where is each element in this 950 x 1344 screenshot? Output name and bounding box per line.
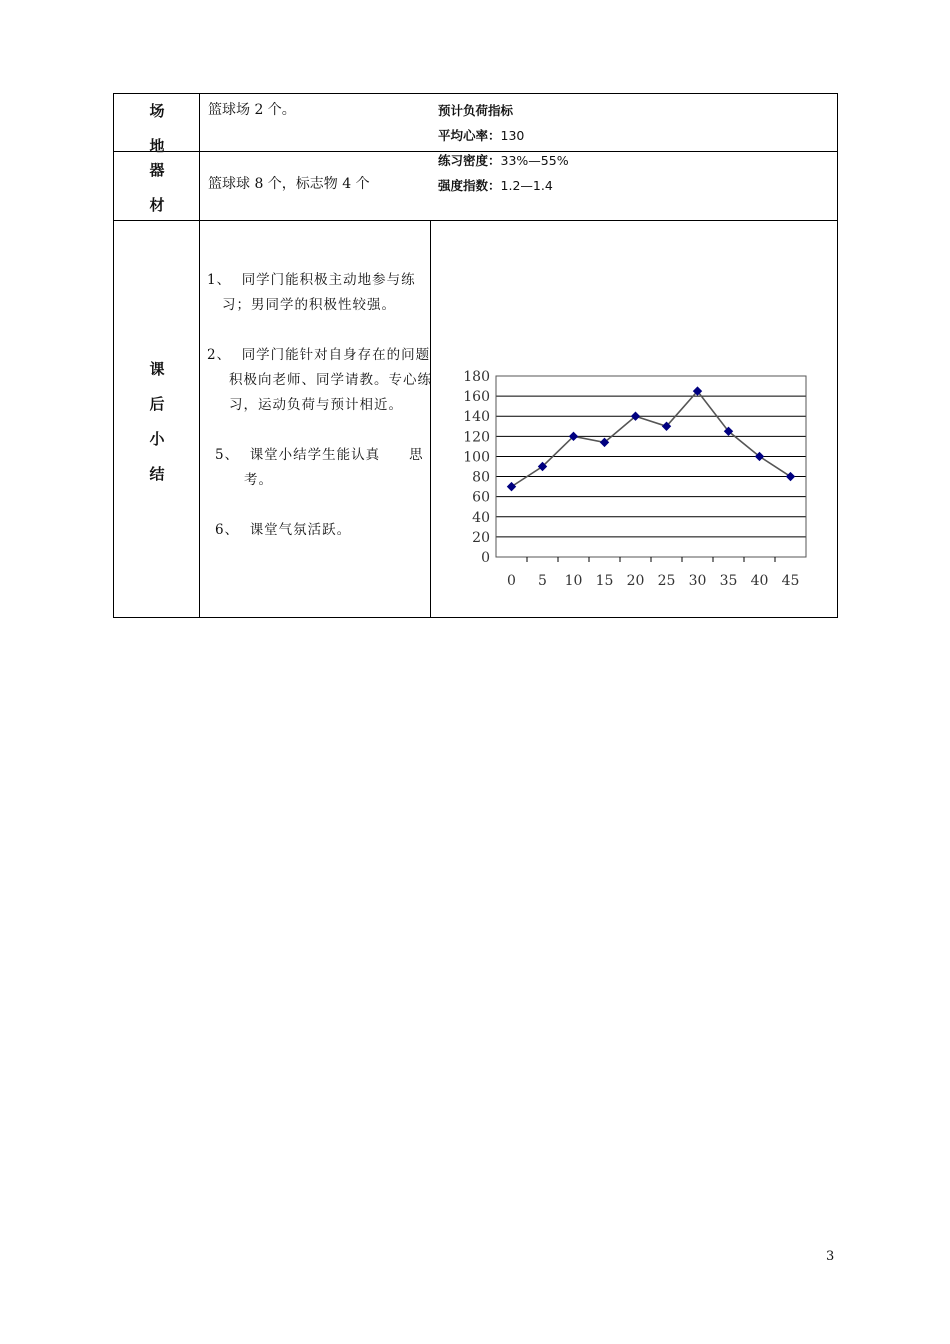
item-line: 同学门能针对自身存在的问题: [241, 347, 431, 363]
summary-item: [207, 343, 432, 418]
item-line: 课堂气氛活跃。: [249, 522, 352, 538]
x-tick-label: 0: [507, 573, 516, 589]
x-tick-label: 25: [657, 573, 676, 589]
x-tick-label: 5: [538, 573, 547, 589]
heart-rate-label: 平均心率：: [438, 128, 501, 143]
equipment-label-char: 材: [149, 196, 165, 214]
item-line: 考。: [244, 472, 273, 488]
page-number: 3: [826, 1249, 835, 1264]
item-line: 同学门能积极主动地参与练: [241, 272, 416, 288]
heart-rate-value: 130: [500, 128, 525, 143]
density-value: 33%—55%: [500, 153, 569, 168]
x-tick-label: 40: [750, 573, 769, 589]
item-number: 1、: [207, 272, 232, 288]
y-tick-label: 140: [463, 409, 490, 426]
y-tick-label: 80: [472, 469, 490, 486]
y-tick-label: 160: [463, 389, 490, 406]
y-tick-label: 20: [472, 529, 490, 546]
series-line: [512, 391, 791, 487]
summary-item: [207, 268, 427, 318]
lesson-table: [113, 93, 838, 618]
x-tick-label: 30: [688, 573, 707, 589]
item-line: 习，运动负荷与预计相近。: [229, 397, 403, 413]
x-tick-label: 35: [719, 573, 738, 589]
heart-rate-chart: [448, 364, 838, 594]
x-tick-label: 15: [595, 573, 614, 589]
item-line: 习；男同学的积极性较强。: [222, 297, 396, 313]
venue-content: 篮球场 2 个。: [208, 102, 296, 118]
equipment-label-char: 器: [149, 161, 165, 179]
summary-label: [114, 352, 200, 492]
y-tick-label: 0: [481, 550, 490, 566]
summary-label-char: 结: [149, 465, 165, 483]
density-label: 练习密度：: [438, 153, 501, 168]
load-title: 预计负荷指标: [438, 103, 514, 118]
x-tick-label: 10: [564, 573, 583, 589]
summary-label-char: 小: [149, 430, 165, 448]
equipment-content: 篮球球 8 个，标志物 4 个: [208, 176, 370, 192]
load-indicators: [438, 98, 569, 198]
x-tick-label: 20: [626, 573, 645, 589]
item-number: 2、: [207, 347, 232, 363]
data-point-marker: [508, 483, 516, 491]
intensity-value: 1.2—1.4: [500, 178, 553, 193]
x-tick-label: 45: [781, 573, 800, 589]
venue-label-char: 场: [149, 102, 165, 120]
item-number: 6、: [215, 522, 240, 538]
venue-label-char: 地: [149, 137, 165, 155]
column-divider: [430, 220, 431, 617]
summary-item: [215, 518, 430, 543]
y-tick-label: 40: [472, 509, 490, 526]
summary-label-char: 课: [149, 360, 165, 378]
summary-label-char: 后: [149, 395, 165, 413]
equipment-label: [114, 153, 200, 223]
item-number: 5、: [215, 447, 240, 463]
item-line: 积极向老师、同学请教。专心练: [229, 372, 432, 388]
data-point-marker: [787, 473, 795, 481]
y-tick-label: 180: [463, 369, 490, 385]
summary-item: [215, 443, 430, 493]
row-divider: [114, 220, 837, 221]
y-tick-label: 60: [472, 489, 490, 506]
item-line: 课堂小结学生能认真 思: [249, 447, 424, 463]
intensity-label: 强度指数：: [438, 178, 501, 193]
y-tick-label: 100: [463, 449, 490, 466]
y-tick-label: 120: [463, 429, 490, 446]
